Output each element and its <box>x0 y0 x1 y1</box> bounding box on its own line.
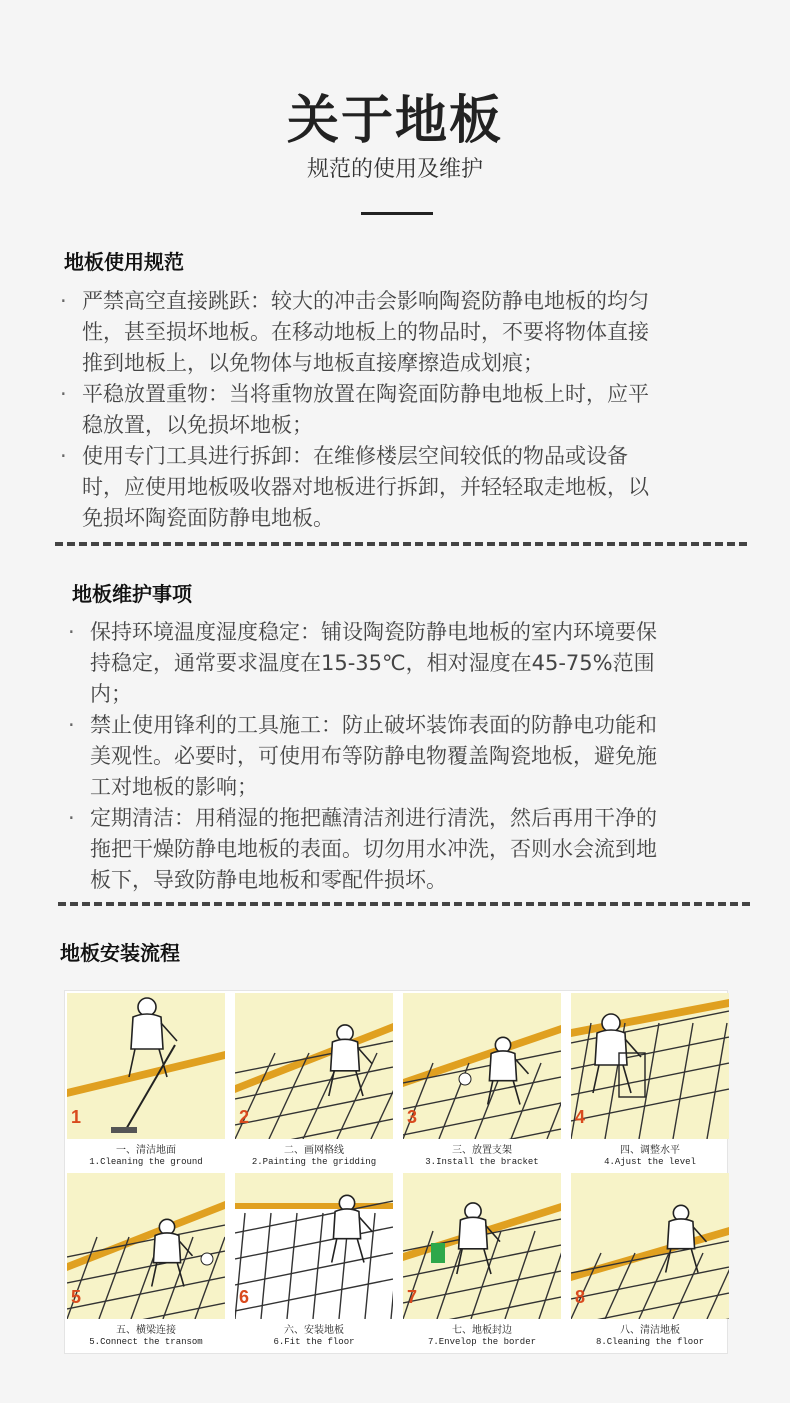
step-caption-cn: 七、地板封边 <box>452 1325 512 1336</box>
install-heading: 地板安装流程 <box>60 941 180 965</box>
step-caption-cn: 八、清洁地板 <box>620 1325 680 1336</box>
worker-illustration <box>67 1173 225 1319</box>
step-caption-en: 5.Connect the transom <box>89 1337 203 1347</box>
step-number: 4 <box>575 1107 586 1127</box>
list-item-line: 时，应使用地板吸收器对地板进行拆卸，并轻轻取走地板，以 <box>82 475 649 499</box>
page-title: 关于地板 <box>286 91 503 151</box>
install-step <box>403 993 561 1171</box>
step-number: 3 <box>407 1107 418 1127</box>
install-step <box>571 1173 729 1351</box>
step-illustration <box>235 993 393 1139</box>
list-item-line: 美观性。必要时，可使用布等防静电物覆盖陶瓷地板，避免施 <box>90 744 657 768</box>
step-illustration <box>67 993 225 1139</box>
list-item <box>60 379 740 441</box>
list-item-line: 内； <box>90 682 132 706</box>
step-caption-cn: 二、画网格线 <box>284 1145 344 1156</box>
list-item-line: 平稳放置重物：当将重物放置在陶瓷面防静电地板上时，应平 <box>82 382 649 406</box>
step-caption-cn: 四、调整水平 <box>620 1145 680 1156</box>
install-step <box>235 1173 393 1351</box>
list-item-line: 禁止使用锋利的工具施工：防止破坏装饰表面的防静电功能和 <box>90 713 657 737</box>
list-item <box>60 441 740 534</box>
step-number: 1 <box>71 1107 82 1127</box>
list-item-line: 使用专门工具进行拆卸：在维修楼层空间较低的物品或设备 <box>82 444 628 468</box>
list-item-line: 免损坏陶瓷面防静电地板。 <box>82 506 334 530</box>
step-caption-en: 8.Cleaning the floor <box>595 1337 705 1347</box>
step-caption-en: 6.Fit the floor <box>273 1337 355 1347</box>
install-step <box>571 993 729 1171</box>
worker-illustration <box>403 1173 561 1319</box>
step-caption-cn: 六、安装地板 <box>284 1325 344 1336</box>
step-illustration <box>235 1173 393 1319</box>
worker-illustration <box>235 1173 393 1319</box>
worker-illustration <box>571 993 729 1139</box>
maintenance-heading: 地板维护事项 <box>72 582 192 606</box>
step-caption-cn: 三、放置支架 <box>452 1145 512 1156</box>
worker-illustration <box>571 1173 729 1319</box>
bullet-icon: · <box>68 620 75 644</box>
section-divider <box>58 902 750 906</box>
step-number: 8 <box>575 1287 586 1307</box>
step-caption-en: 2.Painting the gridding <box>251 1157 377 1167</box>
usage-heading: 地板使用规范 <box>64 250 184 274</box>
list-item-line: 严禁高空直接跳跃：较大的冲击会影响陶瓷防静电地板的均匀 <box>82 289 649 313</box>
worker-illustration <box>67 993 225 1139</box>
list-item-line: 板下，导致防静电地板和零配件损坏。 <box>90 868 447 892</box>
step-caption-en: 4.Ajust the level <box>604 1157 696 1167</box>
install-step <box>67 1173 225 1351</box>
step-number: 6 <box>239 1287 250 1307</box>
list-item <box>68 803 748 896</box>
bullet-icon: · <box>68 806 75 830</box>
install-step <box>403 1173 561 1351</box>
step-number: 7 <box>407 1287 418 1307</box>
install-steps-grid <box>64 990 728 1354</box>
section-divider <box>55 542 747 546</box>
install-step <box>235 993 393 1171</box>
step-illustration <box>571 993 729 1139</box>
bullet-icon: · <box>60 444 67 468</box>
list-item <box>68 710 748 803</box>
maintenance-list <box>68 617 748 896</box>
step-caption-en: 1.Cleaning the ground <box>89 1157 203 1167</box>
step-number: 5 <box>71 1287 82 1307</box>
worker-illustration <box>235 993 393 1139</box>
step-illustration <box>571 1173 729 1319</box>
bullet-icon: · <box>60 289 67 313</box>
list-item-line: 性，甚至损坏地板。在移动地板上的物品时，不要将物体直接 <box>82 320 649 344</box>
bullet-icon: · <box>60 382 67 406</box>
list-item-line: 工对地板的影响； <box>90 775 258 799</box>
page-subtitle: 规范的使用及维护 <box>306 157 483 182</box>
list-item-line: 保持环境温度湿度稳定：铺设陶瓷防静电地板的室内环境要保 <box>90 620 657 644</box>
step-caption-en: 3.Install the bracket <box>425 1157 539 1167</box>
list-item-line: 推到地板上，以免物体与地板直接摩擦造成划痕； <box>82 351 544 375</box>
list-item-line: 定期清洁：用稍湿的拖把蘸清洁剂进行清洗，然后再用干净的 <box>90 806 657 830</box>
list-item <box>60 286 740 379</box>
step-caption-cn: 一、清洁地面 <box>116 1145 176 1156</box>
step-number: 2 <box>239 1107 250 1127</box>
usage-list <box>60 286 740 534</box>
step-illustration <box>403 1173 561 1319</box>
title-underline <box>361 212 433 215</box>
step-caption-en: 7.Envelop the border <box>427 1337 537 1347</box>
list-item-line: 持稳定，通常要求温度在15-35℃，相对湿度在45-75%范围 <box>90 651 655 675</box>
bullet-icon: · <box>68 713 75 737</box>
list-item-line: 稳放置，以免损坏地板； <box>82 413 313 437</box>
step-illustration <box>403 993 561 1139</box>
list-item <box>68 617 748 710</box>
step-illustration <box>67 1173 225 1319</box>
list-item-line: 拖把干燥防静电地板的表面。切勿用水冲洗，否则水会流到地 <box>90 837 657 861</box>
install-step <box>67 993 225 1171</box>
worker-illustration <box>403 993 561 1139</box>
step-caption-cn: 五、横梁连接 <box>116 1325 176 1336</box>
